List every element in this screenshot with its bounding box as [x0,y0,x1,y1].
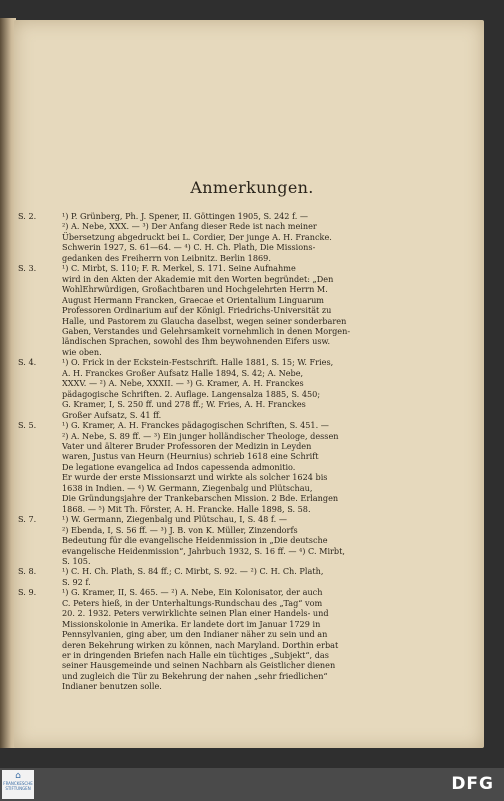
franckesche-stiftungen-logo[interactable] [2,770,34,799]
note-text-line: 20. 2. 1932. Peters verwirklichte seinen Plan einer Handels- und [62,608,329,619]
note-text-line: Großer Aufsatz, S. 41 ff. [62,409,162,420]
note-text-line: gedanken des Freiherrn von Leibnitz. Berlin 1869. [62,252,271,263]
note-text-line: 1868. — ⁵) Mit Th. Förster, A. H. Francke. Halle 1898, S. 58. [62,503,311,514]
note-text-line: ¹) G. Kramer, II, S. 465. — ²) A. Nebe, Ein Kolonisator, der auch [62,587,323,598]
note-text-line: WohlEhrwürdigen, Großachtbaren und Hochgelehrten Herrn M. [62,284,328,295]
notes-list [18,211,435,692]
note-text-line: S. 92 f. [62,576,91,587]
note-text-line: Gaben, Verstandes und Gelehrsamkeit vornehmlich in denen Morgen- [62,325,351,336]
note-text-line: Die Gründungsjahre der Trankebarschen Mission. 2 Bde. Erlangen [62,493,339,504]
note-page-label: S. 7. [18,514,37,525]
note-text-line: ¹) C. Mirbt, S. 110; F. R. Merkel, S. 171. Seine Aufnahme [62,263,296,274]
note-text-line: Schwerin 1927, S. 61—64. — ⁴) C. H. Ch. Plath, Die Missions- [62,242,316,253]
note-text-line: evangelische Heidenmission“, Jahrbuch 1932, S. 16 ff. — ⁴) C. Mirbt, [62,545,345,556]
note-text-line: ¹) P. Grünberg, Ph. J. Spener, II. Göttingen 1905, S. 242 f. — [62,211,309,221]
logo-icon: ⌂ [15,771,21,781]
note-text-line: Er wurde der erste Missionsarzt und wirkte als solcher 1624 bis [62,472,328,483]
note-text-line: Pennsylvanien, ging aber, um den Indianer näher zu sein und an [62,629,328,640]
note-text-line: ²) A. Nebe, XXX. — ³) Der Anfang dieser Rede ist nach meiner [62,221,317,232]
page-heading: Anmerkungen. [190,178,314,197]
note-page-label: S. 3. [18,263,37,274]
note-entry [18,514,435,566]
note-text-line: Übersetzung abgedruckt bei L. Cordier, Der junge A. H. Francke. [62,231,332,242]
note-text-line: ländischen Sprachen, sowohl des Ihm beywohnenden Eifers usw. [62,336,331,347]
note-text-line: wie oben. [62,346,102,357]
note-entry [18,420,435,514]
note-text-line: deren Bekehrung wirken zu können, nach Maryland. Dorthin erbat [62,639,339,650]
note-text-line: Professoren Ordinarium auf der Königl. Friedrichs-Universität zu [62,305,332,316]
note-entry [18,587,435,692]
note-text-line: Missionskolonie in Amerika. Er landete dort im Januar 1729 in [62,618,321,629]
note-text-line: ¹) C. H. Ch. Plath, S. 84 ff.; C. Mirbt, S. 92. — ²) C. H. Ch. Plath, [62,566,324,577]
note-text-line: Bedeutung für die evangelische Heidenmission in „Die deutsche [62,535,328,546]
note-text-line: C. Peters hieß, in der Unterhaltungs-Rundschau des „Tag“ vom [62,597,323,608]
note-text-line: ¹) W. Germann, Ziegenbalg und Plütschau, I, S. 48 f. — [62,514,287,525]
note-entry [18,357,435,420]
note-text-line: 1638 in Indien. — ⁴) W. Germann, Ziegenbalg und Plütschau, [62,482,313,493]
note-text-line: ¹) G. Kramer, A. H. Franckes pädagogischen Schriften, S. 451. — [62,420,329,431]
note-page-label: S. 8. [18,566,37,577]
note-text-line: De legatione evangelica ad Indos capessenda admonitio. [62,461,296,472]
note-text-line: pädagogische Schriften. 2. Auflage. Langensalza 1885, S. 450; [62,388,321,399]
note-text-line: er in dringenden Briefen nach Halle ein tüchtiges „Subjekt“, das [62,650,329,661]
note-text-line: ¹) O. Frick in der Eckstein-Festschrift. Halle 1881, S. 15; W. Fries, [62,357,334,368]
logo-text: FRANCKESCHE STIFTUNGEN [3,781,33,791]
note-page-label: S. 5. [18,420,37,431]
note-text-line: G. Kramer, I, S. 250 ff. und 278 ff.; W. Fries, A. H. Franckes [62,399,306,410]
note-text-line: A. H. Franckes Großer Aufsatz Halle 1894, S. 42; A. Nebe, [62,367,304,378]
note-text-line: August Hermann Francken, Graecae et Orientalium Linguarum [62,294,325,305]
note-text-line: S. 105. [62,555,91,566]
note-text-line: Halle, und Pastorem zu Glaucha daselbst, wegen seiner sonderbaren [62,315,347,326]
viewer-footer-bar [0,768,504,801]
note-text-line: und zugleich die Tür zu Bekehrung der nahen „sehr friedlichen“ [62,670,328,681]
note-page-label: S. 2. [18,211,37,221]
note-text-line: XXXV. — ²) A. Nebe, XXXII. — ³) G. Kramer, A. H. Franckes [62,378,304,389]
dfg-logo[interactable]: DFG [451,774,494,794]
note-text-line: waren, Justus van Heurn (Heurnius) schrieb 1618 eine Schrift [62,451,319,462]
note-entry [18,263,435,357]
note-entry [18,211,435,263]
note-entry [18,566,435,587]
note-text-line: ²) Ebenda, I, S. 56 ff. — ³) J. B. von K. Müller, Zinzendorfs [62,524,298,535]
note-text-line: wird in den Akten der Akademie mit den Worten begründet: „Den [62,273,334,284]
note-page-label: S. 9. [18,587,37,598]
note-text-line: Indianer benutzen solle. [62,681,162,692]
note-text-line: ²) A. Nebe, S. 89 ff. — ³) Ein junger holländischer Theologe, dessen [62,430,339,441]
note-text-line: Vater und älterer Bruder Professoren der Medizin in Leyden [62,440,312,451]
note-page-label: S. 4. [18,357,37,368]
note-text-line: seiner Hausgemeinde und seinen Nachbarn als Geistlicher dienen [62,660,336,671]
